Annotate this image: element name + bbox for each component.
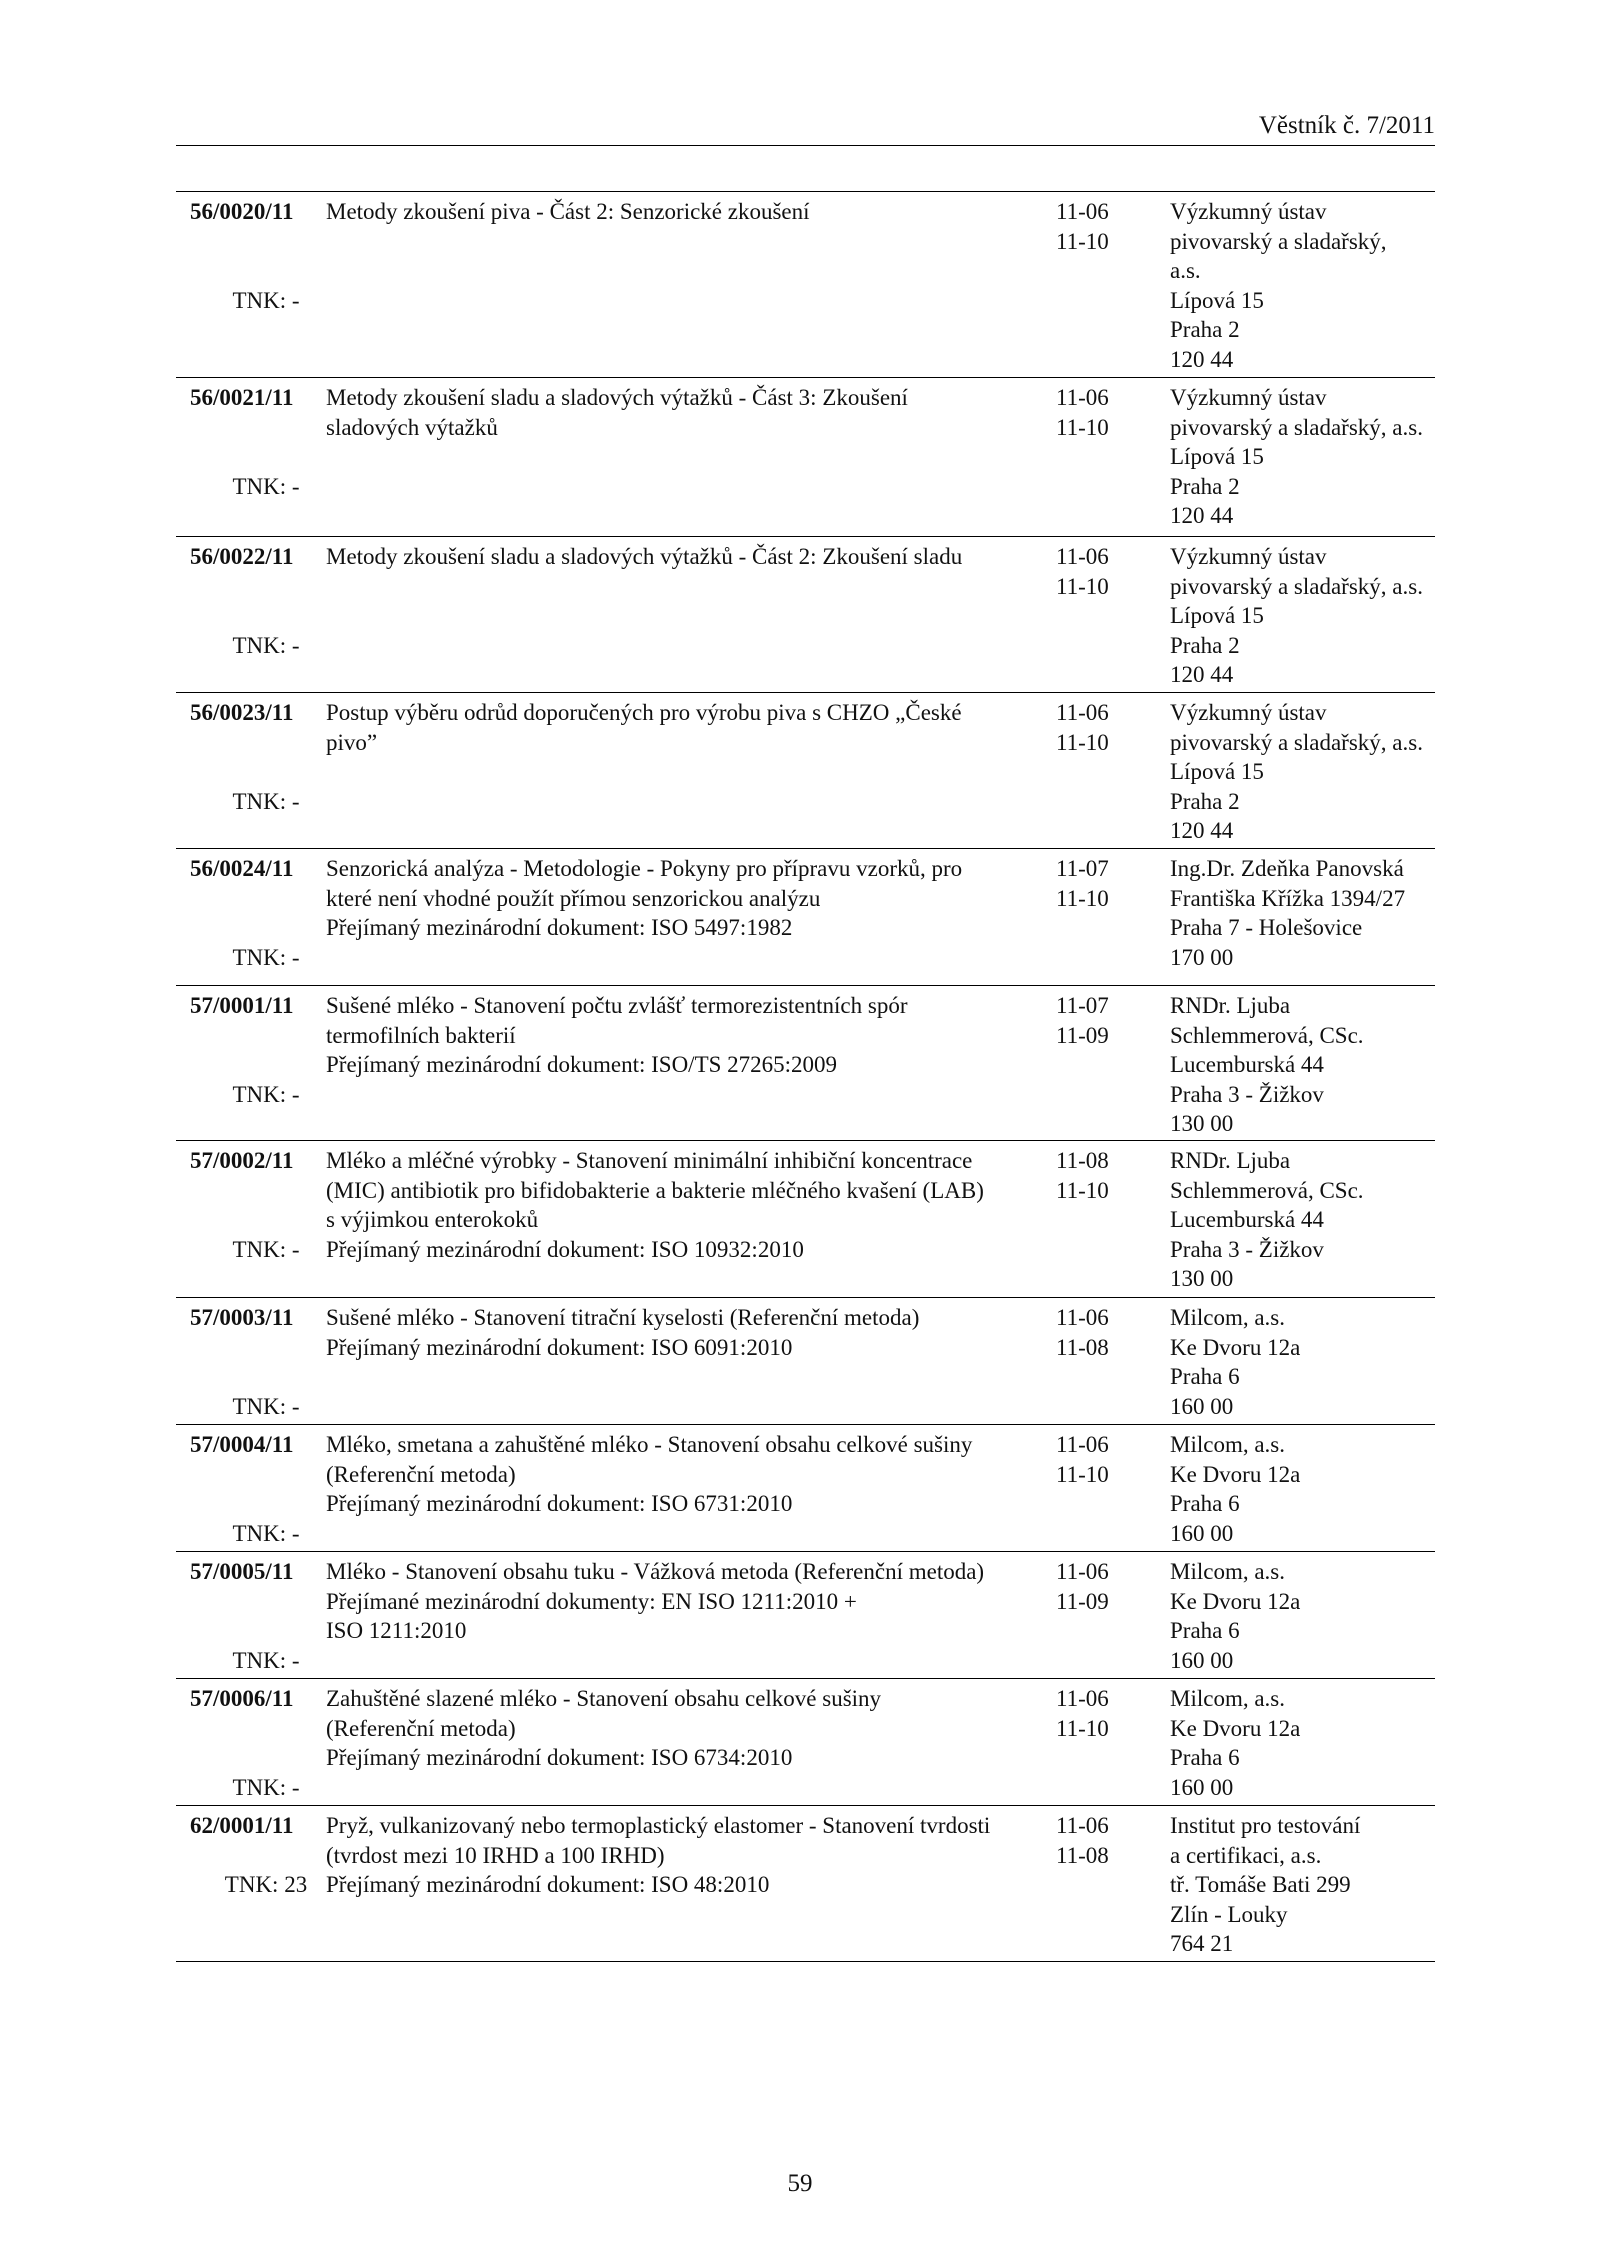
address-line: RNDr. Ljuba: [1170, 1148, 1291, 1173]
address-line: Milcom, a.s.: [1170, 1686, 1285, 1711]
address-line: Praha 2: [1170, 788, 1240, 814]
description-line: ISO 1211:2010: [326, 1618, 467, 1643]
header-divider: [176, 145, 1435, 146]
standard-code: 57/0006/11: [190, 1686, 294, 1711]
address-line: pivovarský a sladařský, a.s.: [1170, 573, 1423, 599]
date-range: [1056, 542, 1156, 601]
standard-description: [326, 383, 1051, 442]
end-date: 11-10: [1056, 414, 1109, 440]
processor-address: [1170, 1557, 1435, 1675]
table-row: [176, 192, 1435, 378]
address-line: Ke Dvoru 12a: [1170, 1588, 1301, 1614]
page-number: 59: [787, 2170, 813, 2197]
table-row: [176, 1679, 1435, 1806]
standard-description: [326, 991, 1051, 1080]
date-range: [1056, 1430, 1156, 1489]
address-line: Praha 6: [1170, 1618, 1240, 1643]
standard-code: 57/0005/11: [190, 1559, 294, 1584]
address-line: 130 00: [1170, 1266, 1234, 1291]
processor-address: [1170, 383, 1435, 531]
date-range: [1056, 1557, 1156, 1616]
start-date: 11-06: [1056, 199, 1109, 224]
description-line: (MIC) antibiotik pro bifidobakterie a bakterie mléčného kvašení (LAB): [326, 1177, 984, 1203]
address-line: tř. Tomáše Bati 299: [1170, 1872, 1351, 1897]
table-row: [176, 986, 1435, 1141]
address-line: Milcom, a.s.: [1170, 1305, 1285, 1330]
processor-address: [1170, 854, 1435, 972]
address-line: 120 44: [1170, 818, 1234, 843]
address-line: 160 00: [1170, 1520, 1234, 1546]
description-line: Přejímaný mezinárodní dokument: ISO 6734:2010: [326, 1745, 793, 1770]
standard-description: [326, 854, 1051, 943]
address-line: Výzkumný ústav: [1170, 544, 1327, 569]
date-range: [1056, 1684, 1156, 1743]
table-row: [176, 1298, 1435, 1425]
description-line: Sušené mléko - Stanovení počtu zvlášť termorezistentních spór: [326, 993, 908, 1018]
processor-address: [1170, 1146, 1435, 1294]
description-line: termofilních bakterií: [326, 1022, 516, 1048]
description-line: Senzorická analýza - Metodologie - Pokyny pro přípravu vzorků, pro: [326, 856, 963, 881]
table-row: [176, 1425, 1435, 1552]
end-date: 11-10: [1056, 573, 1109, 599]
address-line: RNDr. Ljuba: [1170, 993, 1291, 1018]
description-line: Přejímaný mezinárodní dokument: ISO 6091:2010: [326, 1334, 793, 1360]
address-line: 764 21: [1170, 1931, 1234, 1956]
description-line: Metody zkoušení sladu a sladových výtažků - Část 3: Zkoušení: [326, 385, 908, 410]
address-line: Lucemburská 44: [1170, 1052, 1324, 1077]
standard-code: 62/0001/11: [190, 1813, 294, 1838]
table-row: [176, 1141, 1435, 1298]
date-range: [1056, 383, 1156, 442]
start-date: 11-06: [1056, 1559, 1109, 1584]
address-line: Výzkumný ústav: [1170, 199, 1327, 224]
description-line: Mléko, smetana a zahuštěné mléko - Stanovení obsahu celkové sušiny: [326, 1432, 973, 1457]
standard-description: [326, 1811, 1051, 1900]
date-range: [1056, 1303, 1156, 1362]
address-line: Františka Křížka 1394/27: [1170, 885, 1406, 911]
description-line: sladových výtažků: [326, 414, 498, 440]
address-line: Milcom, a.s.: [1170, 1432, 1285, 1457]
description-line: Přejímaný mezinárodní dokument: ISO 10932:2010: [326, 1236, 804, 1262]
standard-description: [326, 542, 1051, 572]
address-line: Praha 2: [1170, 632, 1240, 658]
processor-address: [1170, 698, 1435, 846]
processor-address: [1170, 1303, 1435, 1421]
address-line: pivovarský a sladařský, a.s.: [1170, 414, 1423, 440]
start-date: 11-06: [1056, 1813, 1109, 1838]
address-line: Praha 6: [1170, 1491, 1240, 1516]
address-line: Praha 2: [1170, 473, 1240, 499]
address-line: Ke Dvoru 12a: [1170, 1715, 1301, 1741]
tnk-label: TNK: -: [232, 1774, 300, 1800]
standard-code: 56/0021/11: [190, 385, 294, 410]
start-date: 11-06: [1056, 1686, 1109, 1711]
description-line: Přejímaný mezinárodní dokument: ISO/TS 27265:2009: [326, 1052, 838, 1077]
address-line: Praha 2: [1170, 317, 1240, 342]
standard-description: [326, 197, 1051, 227]
processor-address: [1170, 1430, 1435, 1548]
end-date: 11-10: [1056, 1715, 1109, 1741]
address-line: Zlín - Louky: [1170, 1901, 1288, 1927]
start-date: 11-06: [1056, 385, 1109, 410]
start-date: 11-07: [1056, 856, 1109, 881]
standard-description: [326, 698, 1051, 757]
description-line: Přejímaný mezinárodní dokument: ISO 48:2010: [326, 1872, 770, 1897]
address-line: pivovarský a sladařský, a.s.: [1170, 729, 1423, 755]
address-line: Praha 3 - Žižkov: [1170, 1081, 1324, 1107]
address-line: 130 00: [1170, 1111, 1234, 1136]
address-line: Schlemmerová, CSc.: [1170, 1022, 1364, 1048]
tnk-label: TNK: 23: [224, 1872, 308, 1897]
description-line: (Referenční metoda): [326, 1461, 516, 1487]
address-line: a.s.: [1170, 258, 1201, 283]
tnk-label: TNK: -: [232, 1393, 300, 1419]
standard-code: 56/0020/11: [190, 199, 294, 224]
date-range: [1056, 854, 1156, 913]
journal-header-title: Věstník č. 7/2011: [1258, 112, 1435, 139]
description-line: Přejímaný mezinárodní dokument: ISO 6731:2010: [326, 1491, 793, 1516]
description-line: Metody zkoušení piva - Část 2: Senzorické zkoušení: [326, 199, 810, 224]
address-line: 160 00: [1170, 1774, 1234, 1800]
standard-description: [326, 1684, 1051, 1773]
address-line: Lípová 15: [1170, 444, 1264, 469]
standard-code: 57/0003/11: [190, 1305, 294, 1330]
description-line: s výjimkou enterokoků: [326, 1207, 539, 1232]
description-line: Přejímané mezinárodní dokumenty: EN ISO 1211:2010 +: [326, 1588, 857, 1614]
address-line: Praha 3 - Žižkov: [1170, 1236, 1324, 1262]
table-row: [176, 693, 1435, 849]
standard-code: 57/0002/11: [190, 1148, 294, 1173]
address-line: Praha 6: [1170, 1745, 1240, 1770]
start-date: 11-06: [1056, 544, 1109, 569]
address-line: Lípová 15: [1170, 287, 1264, 313]
standards-table: [176, 191, 1435, 1962]
table-row: [176, 1552, 1435, 1679]
end-date: 11-09: [1056, 1588, 1109, 1614]
address-line: Lípová 15: [1170, 603, 1264, 628]
description-line: které není vhodné použít přímou senzorickou analýzu: [326, 885, 821, 911]
description-line: Postup výběru odrůd doporučených pro výrobu piva s CHZO „České: [326, 700, 962, 725]
tnk-label: TNK: -: [232, 788, 300, 814]
tnk-label: TNK: -: [232, 1081, 300, 1107]
date-range: [1056, 197, 1156, 256]
tnk-label: TNK: -: [232, 473, 300, 499]
description-line: Pryž, vulkanizovaný nebo termoplastický elastomer - Stanovení tvrdosti: [326, 1813, 991, 1838]
standard-description: [326, 1430, 1051, 1519]
address-line: Výzkumný ústav: [1170, 700, 1327, 725]
address-line: 120 44: [1170, 503, 1234, 528]
date-range: [1056, 1146, 1156, 1205]
address-line: Lípová 15: [1170, 759, 1264, 784]
address-line: Milcom, a.s.: [1170, 1559, 1285, 1584]
end-date: 11-08: [1056, 1334, 1109, 1360]
processor-address: [1170, 991, 1435, 1139]
description-line: pivo”: [326, 729, 378, 755]
tnk-label: TNK: -: [232, 287, 300, 313]
address-line: 160 00: [1170, 1393, 1234, 1419]
date-range: [1056, 698, 1156, 757]
table-row: [176, 537, 1435, 693]
standard-description: [326, 1303, 1051, 1362]
table-row: [176, 1806, 1435, 1962]
tnk-label: TNK: -: [232, 1236, 300, 1262]
start-date: 11-06: [1056, 1305, 1109, 1330]
tnk-label: TNK: -: [232, 1647, 300, 1673]
address-line: Praha 7 - Holešovice: [1170, 915, 1363, 940]
table-row: [176, 378, 1435, 537]
start-date: 11-06: [1056, 700, 1109, 725]
processor-address: [1170, 1684, 1435, 1802]
address-line: 120 44: [1170, 346, 1234, 372]
processor-address: [1170, 197, 1435, 374]
address-line: Výzkumný ústav: [1170, 385, 1327, 410]
description-line: Přejímaný mezinárodní dokument: ISO 5497:1982: [326, 915, 793, 940]
end-date: 11-09: [1056, 1022, 1109, 1048]
processor-address: [1170, 1811, 1435, 1959]
end-date: 11-10: [1056, 1177, 1109, 1203]
start-date: 11-06: [1056, 1432, 1109, 1457]
description-line: Metody zkoušení sladu a sladových výtažků - Část 2: Zkoušení sladu: [326, 544, 963, 569]
standard-code: 56/0024/11: [190, 856, 294, 881]
start-date: 11-07: [1056, 993, 1109, 1018]
description-line: Sušené mléko - Stanovení titrační kyselosti (Referenční metoda): [326, 1305, 920, 1330]
standard-code: 56/0023/11: [190, 700, 294, 725]
description-line: Mléko a mléčné výrobky - Stanovení minimální inhibiční koncentrace: [326, 1148, 973, 1173]
address-line: Ke Dvoru 12a: [1170, 1334, 1301, 1360]
processor-address: [1170, 542, 1435, 690]
standard-description: [326, 1146, 1051, 1264]
description-line: Zahuštěné slazené mléko - Stanovení obsahu celkové sušiny: [326, 1686, 882, 1711]
tnk-label: TNK: -: [232, 632, 300, 658]
description-line: Mléko - Stanovení obsahu tuku - Vážková metoda (Referenční metoda): [326, 1559, 985, 1584]
standard-code: 56/0022/11: [190, 544, 294, 569]
standard-code: 57/0004/11: [190, 1432, 294, 1457]
standard-code: 57/0001/11: [190, 993, 294, 1018]
end-date: 11-10: [1056, 885, 1109, 911]
table-row: [176, 849, 1435, 986]
end-date: 11-10: [1056, 1461, 1109, 1487]
start-date: 11-08: [1056, 1148, 1109, 1173]
date-range: [1056, 1811, 1156, 1870]
address-line: pivovarský a sladařský,: [1170, 228, 1387, 254]
address-line: Lucemburská 44: [1170, 1207, 1324, 1232]
address-line: 120 44: [1170, 662, 1234, 687]
tnk-label: TNK: -: [232, 944, 300, 970]
end-date: 11-08: [1056, 1842, 1109, 1868]
end-date: 11-10: [1056, 729, 1109, 755]
address-line: Schlemmerová, CSc.: [1170, 1177, 1364, 1203]
end-date: 11-10: [1056, 228, 1109, 254]
date-range: [1056, 991, 1156, 1050]
description-line: (Referenční metoda): [326, 1715, 516, 1741]
address-line: a certifikaci, a.s.: [1170, 1842, 1322, 1868]
standard-description: [326, 1557, 1051, 1646]
address-line: 160 00: [1170, 1647, 1234, 1673]
address-line: 170 00: [1170, 944, 1234, 970]
address-line: Praha 6: [1170, 1364, 1240, 1389]
address-line: Ing.Dr. Zdeňka Panovská: [1170, 856, 1404, 881]
address-line: Institut pro testování: [1170, 1813, 1361, 1838]
address-line: Ke Dvoru 12a: [1170, 1461, 1301, 1487]
description-line: (tvrdost mezi 10 IRHD a 100 IRHD): [326, 1842, 665, 1868]
tnk-label: TNK: -: [232, 1520, 300, 1546]
